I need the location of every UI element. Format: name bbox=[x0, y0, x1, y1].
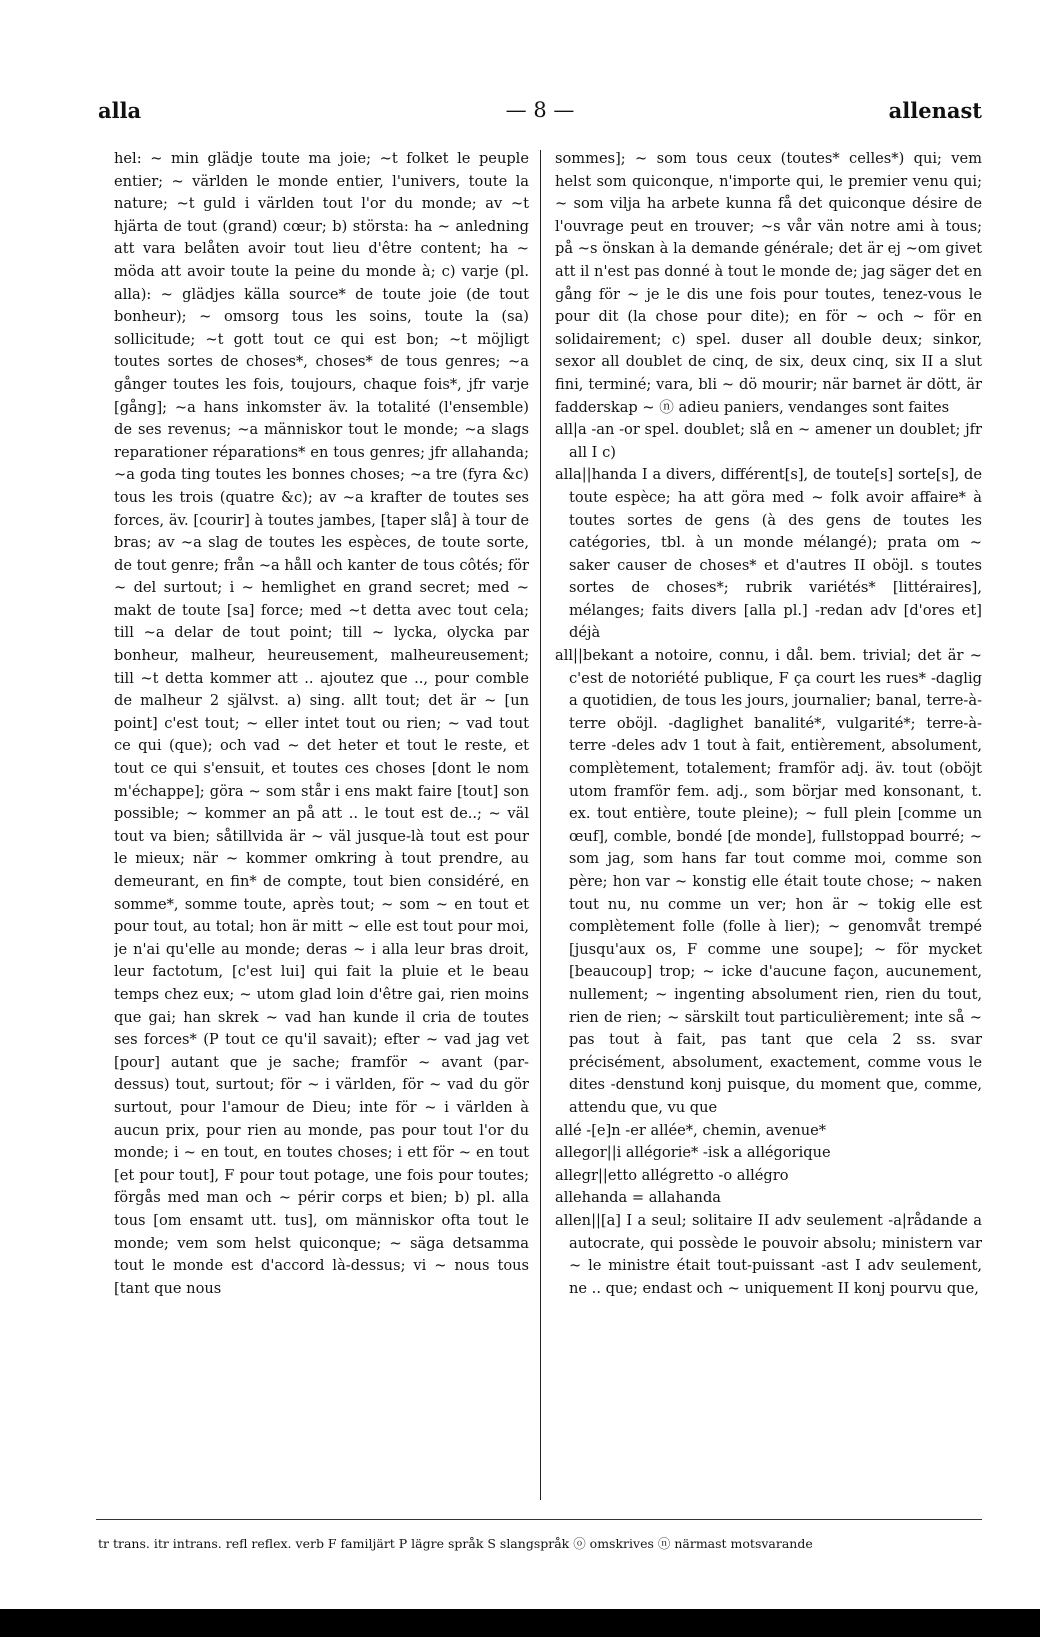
entry-allehanda: allehanda = allahanda bbox=[555, 1189, 721, 1207]
entry-allbekant: all||bekant a notoire, connu, i dål. bem. trivial; det är ~ c'est de notoriété publique, F ça court les rues* -daglig a quotidien, de tous les jours, journalier; banal, terre-à-terre oböjl. -daglighet banalité*, vulgarité*; terre-à-terre -deles adv 1 tout à fait, entièrement, absolument, complètement, totalement; framför adj. äv. tout (oböjt utom framför fem. adj., som börjar med konsonant, t. ex. tout entière, toute pleine); ~ full plein [comme un œuf], comble, bondé [de monde], fullstoppad bourré; ~ som jag, som hans far tout comme moi, comme son père; hon var ~ konstig elle était toute chose; ~ naken tout nu, nu comme un ver; hon är ~ tokig elle est complètement folle (folle à lier); ~ genomvåt trempé [jusqu'aux os, F comme une soupe]; ~ för mycket [beaucoup] trop; ~ icke d'aucune façon, aucunement, nullement; ~ ingenting absolument rien, rien du tout, rien de rien; ~ särskilt tout particulièrement; inte så ~ pas tout à fait, pas tant que cela 2 ss. svar précisément, absolument, exactement, comme vous le dites -denstund konj puisque, du moment que, comme, attendu que, vu que bbox=[555, 647, 982, 1116]
page-header bbox=[98, 98, 982, 132]
footer-divider bbox=[96, 1519, 982, 1520]
entry-allegretto: allegr||etto allégretto -o allégro bbox=[555, 1166, 789, 1184]
entry-continuation: sommes]; ~ som tous ceux (toutes* celles*) qui; vem helst som quiconque, n'importe qui, le premier venu qui; ~ som vilja ha arbete kunna få det quiconque désire de l'ouvrage peut en trouver; ~s vår vän notre ami à tous; på ~s önskan à la demande générale; det är ej ~om givet att il n'est pas donné à tout le monde de; jag säger det en gång för ~ je le dis une fois pour toutes, tenez-vous le pour dit (la chose pour dite); en för ~ och ~ för en solidairement; c) spel. duser all double deux; sinkor, sexor all doublet de cinq, de six, deux cinq, six II a slut fini, terminé; vara, bli ~ dö mourir; när barnet är dött, är fadderskap ~ ⓝ adieu paniers, vendanges sont faites bbox=[555, 150, 982, 416]
right-column bbox=[555, 148, 982, 1501]
right-headword: allenast bbox=[888, 98, 982, 123]
page-number: — 8 — bbox=[505, 98, 575, 122]
left-column bbox=[114, 148, 529, 1501]
entry-paragraph: hel: ~ min glädje toute ma joie; ~t folket le peuple entier; ~ världen le monde entier, l'univers, toute la nature; ~t guld i världen tout l'or du monde; av ~t hjärta de tout (grand) cœur; b) största: ha ~ anledning att vara belåten avoir tout lieu d'être content; ha ~ möda att avoir toute la peine du monde à; c) varje (pl. alla): ~ glädjes källa source* de toute joie (de tout bonheur); ~ omsorg tous les soins, toute la (sa) sollicitude; ~t gott tout ce qui est bon; ~t möjligt toutes sortes de choses*, choses* de tous genres; ~a gånger toutes les fois, toujours, chaque fois*, jfr varje [gång]; ~a hans inkomster äv. la totalité (l'ensemble) de ses revenus; ~a människor tout le monde; ~a slags reparationer réparations* en tous genres; jfr allahanda; ~a goda ting toutes les bonnes choses; ~a tre (fyra &c) tous les trois (quatre &c); av ~a krafter de toutes ses forces, äv. [courir] à toutes jambes, [taper slå] à tour de bras; av ~a slag de toutes les espèces, de toute sorte, de tout genre; från ~a håll och kanter de tous côtés; för ~ del surtout; i ~ hemlighet en grand secret; med ~ makt de toute [sa] force; med ~t detta avec tout cela; till ~a delar de tout point; till ~ lycka, olycka par bonheur, malheur, heureusement, malheureusement; till ~t detta kommer att .. ajoutez que .., pour comble de malheur 2 självst. a) sing. allt tout; det är ~ [un point] c'est tout; ~ eller intet tout ou rien; ~ vad tout ce qui (que); och vad ~ det heter et tout le reste, et tout ce qui s'ensuit, et toutes ces choses [dont le nom m'échappe]; göra ~ som står i ens makt faire [tout] son possible; ~ kommer an på att .. le tout est de..; ~ väl tout va bien; såtillvida är ~ väl jusque-là tout est pour le mieux; när ~ kommer omkring à tout prendre, au demeurant, en fin* de compte, tout bien considéré, en somme*, somme toute, après tout; ~ som ~ en tout et pour tout, au total; hon är mitt ~ elle est tout pour moi, je n'ai qu'elle au monde; deras ~ i alla leur bras droit, leur factotum, [c'est lui] qui fait la pluie et le beau temps chez eux; ~ utom glad loin d'être gai, rien moins que gai; han skrek ~ vad han kunde il cria de toutes ses forces* (P tout ce qu'il savait); efter ~ vad jag vet [pour] autant que je sache; framför ~ avant (par-dessus) tout, surtout; för ~ i världen, för ~ vad du gör surtout, pour l'amour de Dieu; inte för ~ i världen à aucun prix, pour rien au monde, pas pour tout l'or du monde; i ~ en tout, en toutes choses; i ett för ~ en tout [et pour tout], F pour tout potage, une fois pour toutes; förgås med man och ~ périr corps et bien; b) pl. alla tous [om ensamt utt. tus], om människor ofta tout le monde; vem som helst quiconque; ~ säga detsamma tout le monde est d'accord là-dessus; vi ~ nous tous [tant que nous bbox=[114, 150, 529, 1297]
entry-alle: allé -[e]n -er allée*, chemin, avenue* bbox=[555, 1121, 827, 1139]
scan-border bbox=[0, 1609, 1040, 1637]
entry-allena: allen||[a] I a seul; solitaire II adv seulement -a|rådande a autocrate, qui possède le pouvoir absolu; ministern var ~ le ministre était tout-puissant -ast I adv seulement, ne .. que; endast och ~ uniquement II konj pourvu que, bbox=[555, 1211, 982, 1297]
entry-alla-doublet: all|a -an -or spel. doublet; slå en ~ amener un doublet; jfr all I c) bbox=[555, 421, 982, 461]
column-divider bbox=[540, 150, 541, 1500]
entry-allegori: allegor||i allégorie* -isk a allégorique bbox=[555, 1144, 831, 1162]
abbreviation-legend: tr trans. itr intrans. refl reflex. verb F familjärt P lägre språk S slangspråk ⓞ omskrives ⓝ närmast motsvarande bbox=[98, 1536, 813, 1551]
left-headword: alla bbox=[98, 98, 142, 123]
entry-allahanda: alla||handa I a divers, différent[s], de toute[s] sorte[s], de toute espèce; ha att göra med ~ folk avoir affaire* à toutes sortes de gens (à des gens de toutes les catégories, tbl. à un monde mélangé); prata om ~ saker causer de choses* et d'autres II oböjl. s toutes sortes de choses*; rubrik variétés* [littéraires], mélanges; faits divers [alla pl.] -redan adv [d'ores et] déjà bbox=[555, 466, 982, 642]
